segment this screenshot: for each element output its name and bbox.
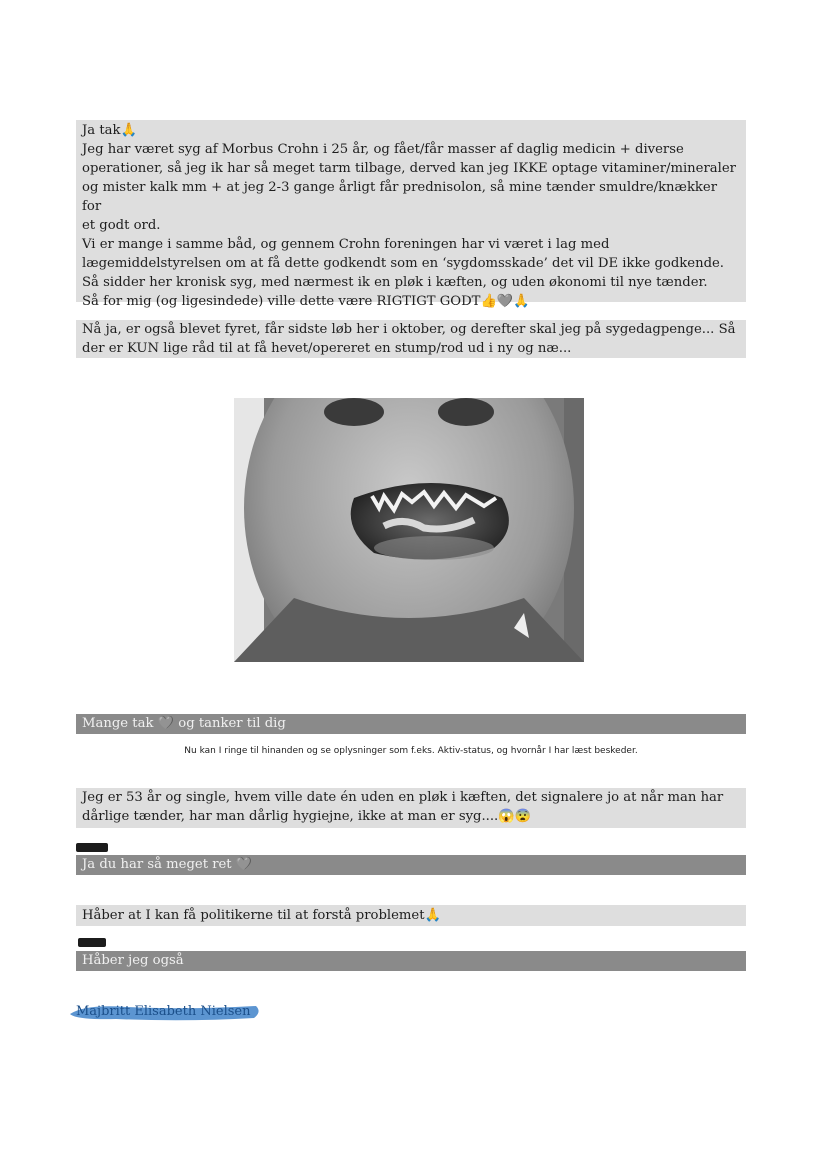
message-bubble-2 [76, 320, 746, 358]
message-bubble-7 [76, 951, 746, 971]
message-line: Nå ja, er også blevet fyret, får sidste løb her i oktober, og derefter skal jeg på sygedagpenge... Så [82, 322, 736, 337]
message-line: Ja du har så meget ret 🩶 [82, 857, 253, 872]
message-line: Så for mig (og ligesindede) ville dette være RIGTIGT GODT👍🩶🙏 [82, 294, 530, 309]
message-bubble-4 [76, 788, 746, 828]
message-bubble-3 [76, 714, 746, 734]
message-line: der er KUN lige råd til at få hevet/opereret en stump/rod ud i ny og næ... [82, 341, 572, 356]
message-line: og mister kalk mm + at jeg 2-3 gange årligt får prednisolon, så mine tænder smuldre/knækker for [82, 180, 722, 214]
message-line: lægemiddelstyrelsen om at få dette godkendt som en ‘sygdomsskade’ det vil DE ikke godkende. [82, 256, 725, 271]
message-line: Håber jeg også [82, 953, 184, 968]
message-line: Mange tak 🩶 og tanker til dig [82, 716, 286, 731]
message-line: Håber at I kan få politikerne til at forstå problemet🙏 [82, 908, 441, 923]
chat-notice: Nu kan I ringe til hinanden og se oplysninger som f.eks. Aktiv-status, og hvornår I har læst beskeder. [184, 746, 638, 756]
message-line: Jeg har været syg af Morbus Crohn i 25 år, og fået/får masser af daglig medicin + diverse [82, 142, 684, 157]
mouth-photo-illustration [234, 398, 584, 662]
message-line: Ja tak🙏 [82, 123, 137, 138]
redacted-name [78, 938, 106, 947]
message-line: dårlige tænder, har man dårlig hygiejne, ikke at man er syg....😱😨 [82, 809, 532, 824]
message-bubble-5 [76, 855, 746, 875]
message-line: Vi er mange i samme båd, og gennem Crohn foreningen har vi været i lag med [82, 237, 610, 252]
signature-text: Majbritt Elisabeth Nielsen [76, 1004, 251, 1019]
message-line: Jeg er 53 år og single, hvem ville date én uden en pløk i kæften, det signalere jo at når man har [82, 790, 724, 805]
redacted-name [76, 843, 108, 852]
message-line: et godt ord. [82, 218, 161, 233]
shared-photo [234, 398, 584, 662]
message-bubble-1 [76, 120, 746, 309]
message-bubble-6 [76, 905, 746, 926]
message-line: operationer, så jeg ik har så meget tarm tilbage, derved kan jeg IKKE optage vitaminer/mineraler [82, 161, 736, 176]
message-line: Så sidder her kronisk syg, med nærmest ik en pløk i kæften, og uden økonomi til nye tænder. [82, 275, 708, 290]
signature [66, 1002, 262, 1022]
